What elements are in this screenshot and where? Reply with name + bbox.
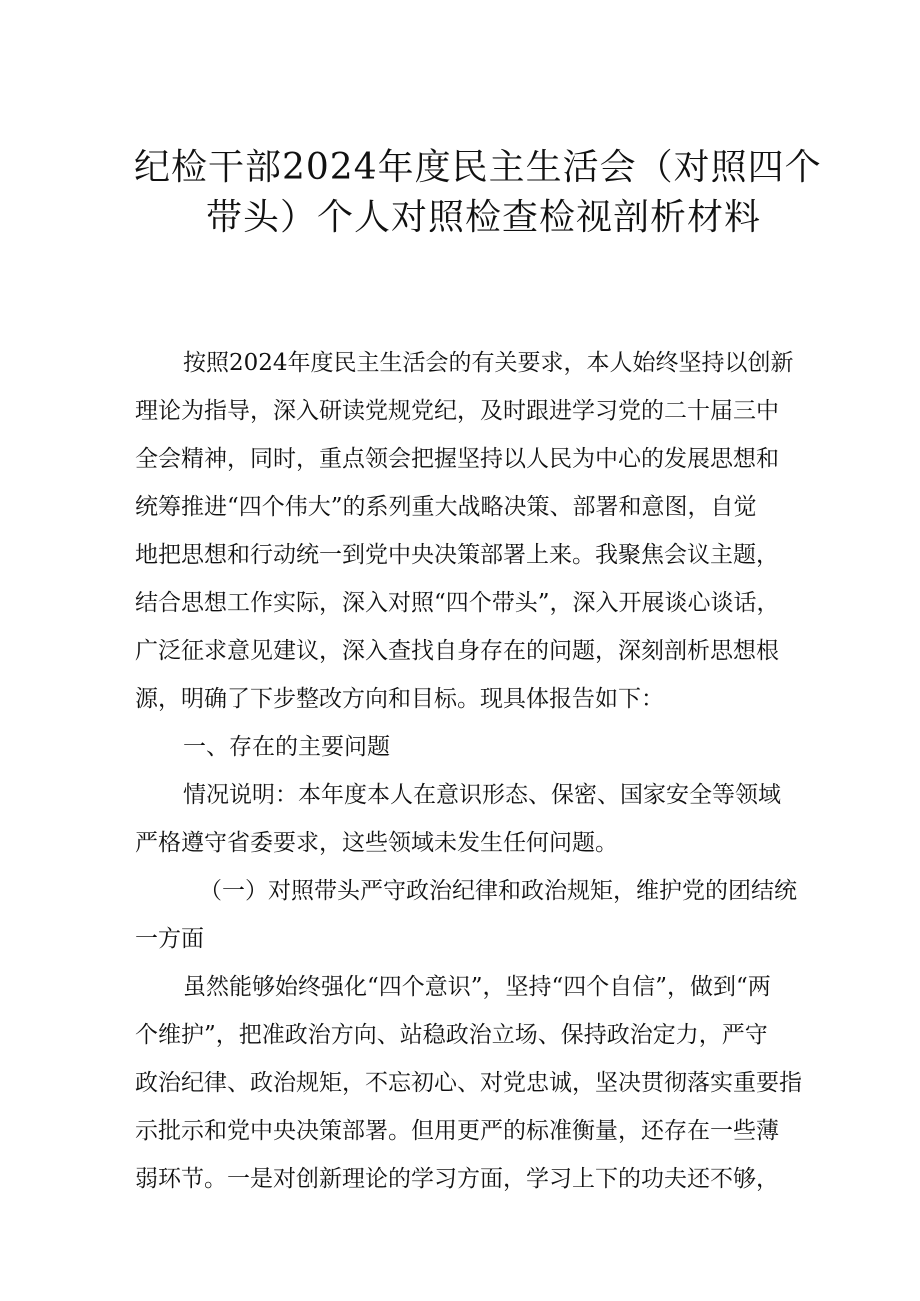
paragraph-3-line-1: 虽然能够始终强化“四个意识”，坚持“四个自信”，做到“两 xyxy=(183,974,771,1000)
paragraph-1-line-7: 广泛征求意见建议，深入查找自身存在的问题，深刻剖析思想根 xyxy=(135,638,779,664)
paragraph-1-line-4: 统筹推进“四个伟大”的系列重大战略决策、部署和意图，自觉 xyxy=(135,494,757,520)
paragraph-3-line-2: 个维护”，把准政治方向、站稳政治立场、保持政治定力，严守 xyxy=(135,1022,768,1048)
subsection-heading-1-line-1: （一）对照带头严守政治纪律和政治规矩，维护党的团结统 xyxy=(199,878,797,904)
paragraph-1-line-3: 全会精神，同时，重点领会把握坚持以人民为中心的发展思想和 xyxy=(135,446,779,472)
paragraph-2-line-1: 情况说明：本年度本人在意识形态、保密、国家安全等领域 xyxy=(183,782,781,808)
paragraph-3-line-5: 弱环节。一是对创新理论的学习方面，学习上下的功夫还不够， xyxy=(135,1166,779,1192)
paragraph-2-line-2: 严格遵守省委要求，这些领域未发生任何问题。 xyxy=(135,830,618,856)
paragraph-1-line-5: 地把思想和行动统一到党中央决策部署上来。我聚焦会议主题， xyxy=(135,542,779,568)
paragraph-1-line-6: 结合思想工作实际，深入对照“四个带头”，深入开展谈心谈话， xyxy=(135,590,780,616)
paragraph-3-line-3: 政治纪律、政治规矩，不忘初心、对党忠诚，坚决贯彻落实重要指 xyxy=(135,1070,802,1096)
document-title-line-1: 纪检干部2024年度民主生活会（对照四个 xyxy=(134,147,822,188)
paragraph-1-line-1: 按照2024年度民主生活会的有关要求，本人始终坚持以创新 xyxy=(183,350,794,376)
subsection-heading-1-line-2: 一方面 xyxy=(135,926,204,952)
document-title-line-2: 带头）个人对照检查检视剖析材料 xyxy=(206,197,762,238)
paragraph-1-line-2: 理论为指导，深入研读党规党纪，及时跟进学习党的二十届三中 xyxy=(135,398,779,424)
paragraph-3-line-4: 示批示和党中央决策部署。但用更严的标准衡量，还存在一些薄 xyxy=(135,1118,779,1144)
section-heading-1: 一、存在的主要问题 xyxy=(183,734,390,760)
paragraph-1-line-8: 源，明确了下步整改方向和目标。现具体报告如下： xyxy=(135,686,664,712)
